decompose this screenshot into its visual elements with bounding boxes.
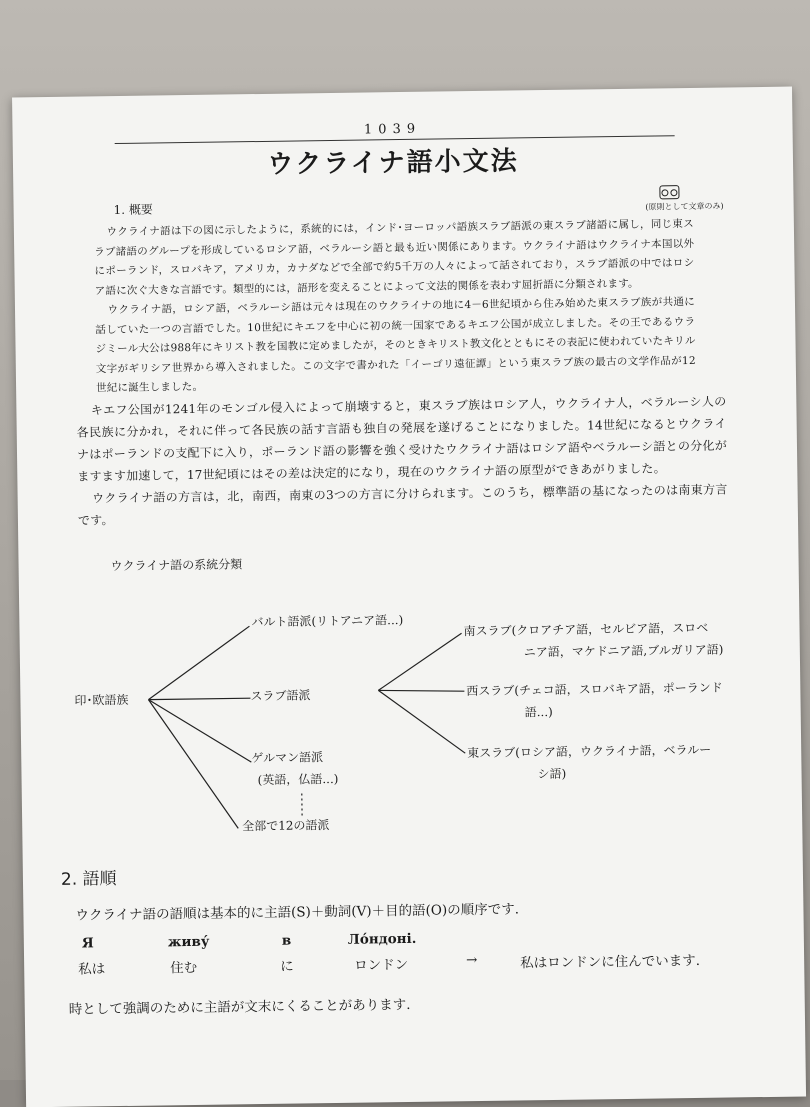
- edge-slavic-west: [378, 689, 464, 692]
- tree-node-south-slavic-cont: ニア語，マケドニア語,ブルガリア語): [524, 639, 724, 662]
- tree-node-slavic: スラブ語派: [250, 685, 310, 706]
- example-word-zhyvu: живу́: [168, 933, 210, 950]
- tree-node-total: 全部で12の語派: [242, 815, 330, 836]
- gloss-word-2: 住む: [170, 955, 197, 975]
- tree-node-germanic: ゲルマン語派: [251, 747, 323, 768]
- tree-title: ウクライナ語の系統分類: [110, 548, 738, 574]
- edge-root-slavic: [148, 698, 250, 699]
- tree-node-west-slavic-cont: 語...): [525, 701, 553, 721]
- tree-node-west-slavic: 西スラブ(チェコ語，スロバキア語，ポーランド: [466, 677, 723, 701]
- section2-heading: 2. 語順: [61, 855, 743, 890]
- edge-root-total: [148, 698, 238, 829]
- overview-paragraph-3: キエフ公国が1241年のモンゴル侵入によって崩壊すると，東スラブ族はロシア人，ウクライナ人，ベラルーシ人の各民族に分かれ，それに伴って各民族の話す言語も独自の発展を遂げることになりました。14世紀になるとウクライナはポーランドの支配下に入り，ポーランド語の影響を強く受けたウクライナ語はロシア語やベラルーシ語との分化がますます加速して，17世紀頃にはその差は決定的になり，現在のウクライナ語の原型ができあがりました。: [76, 390, 727, 487]
- gloss-word-1: 私は: [78, 957, 105, 977]
- word-order-sentence: ウクライナ語の語順は基本的に主語(S)＋動詞(V)＋目的語(O)の順序です.: [75, 894, 743, 923]
- page-title: ウクライナ語小文法: [53, 137, 733, 183]
- tree-node-east-slavic-cont: シ語): [537, 763, 566, 783]
- tree-node-east-slavic: 東スラブ(ロシア語，ウクライナ語，ベラルー: [467, 739, 711, 762]
- page-number: 1039: [52, 117, 732, 141]
- overview-paragraph-4: ウクライナ語の方言は，北，南西，南東の3つの方言に分けられます。このうち，標準語の基になったのは南東方言です。: [77, 478, 728, 531]
- tree-node-south-slavic: 南スラブ(クロアチア語，セルビア語，スロベ: [463, 617, 708, 640]
- example-word-v: в: [282, 932, 292, 948]
- document-page: [12, 87, 806, 1107]
- overview-paragraph-2: ウクライナ語，ロシア語，ベラルーシ語は元々は現在のウクライナの地に4－6世紀頃から住み始めた東スラブ族が共通に話していた一つの言語でした。10世紀にキエフを中心に初の統一国家であるキエフ公国が成立しました。その王であるウラジミール大公は988年にキリスト教を国教に定めましたが，そのときキリスト教文化とともにその表記に使われていたキリル文字がギリシア世界から導入されました。この文字で書かれた「イーゴリ遠征譚」という東スラブ族の最古の文学作品が12世紀に誕生しました。: [95, 293, 696, 399]
- gloss-word-4: ロンドン: [354, 952, 408, 973]
- cassette-icon: [659, 185, 679, 199]
- edge-root-baltic: [147, 626, 250, 699]
- overview-paragraph-1: ウクライナ語は下の図に示したように，系統的には，インド･ヨーロッパ語族スラブ語派の東スラブ諸語に属し，同じ東スラブ諸語のグループを形成しているロシア語，ベラルーシ語と最も近い関係にあります。ウクライナ語はウクライナ本国以外にポーランド，スロバキア，アメリカ，カナダなどで全部で約5千万の人々によって話されており，スラブ語派の中ではロシア語に次ぐ大きな言語です。類型的には，語形を変えることによって文法的関係を表わす屈折語に分類されます。: [94, 215, 695, 301]
- page-content: [52, 117, 744, 1017]
- audio-note: (原則として文章のみ): [645, 201, 723, 213]
- emphasis-note: 時として強調のために主語が文末にくることがあります.: [69, 988, 745, 1017]
- tree-lines: [59, 573, 753, 863]
- edge-slavic-east: [378, 689, 465, 754]
- example-word-ya: Я: [82, 935, 94, 951]
- tree-node-germanic-examples: (英語，仏語...): [257, 768, 338, 789]
- language-tree: [59, 573, 743, 862]
- gloss-word-3: に: [280, 954, 294, 974]
- edge-slavic-south: [378, 633, 463, 690]
- edge-root-germanic: [148, 698, 251, 763]
- section1-heading: 1. 概要: [113, 200, 152, 218]
- tree-node-baltic: バルト語派(リトアニア語...): [251, 610, 403, 632]
- arrow-icon: →: [466, 952, 478, 968]
- example-translation: 私はロンドンに住んでいます.: [520, 948, 700, 971]
- example-word-londoni: Ло́ндоні.: [348, 930, 417, 947]
- tree-node-root: 印･欧語族: [74, 689, 128, 710]
